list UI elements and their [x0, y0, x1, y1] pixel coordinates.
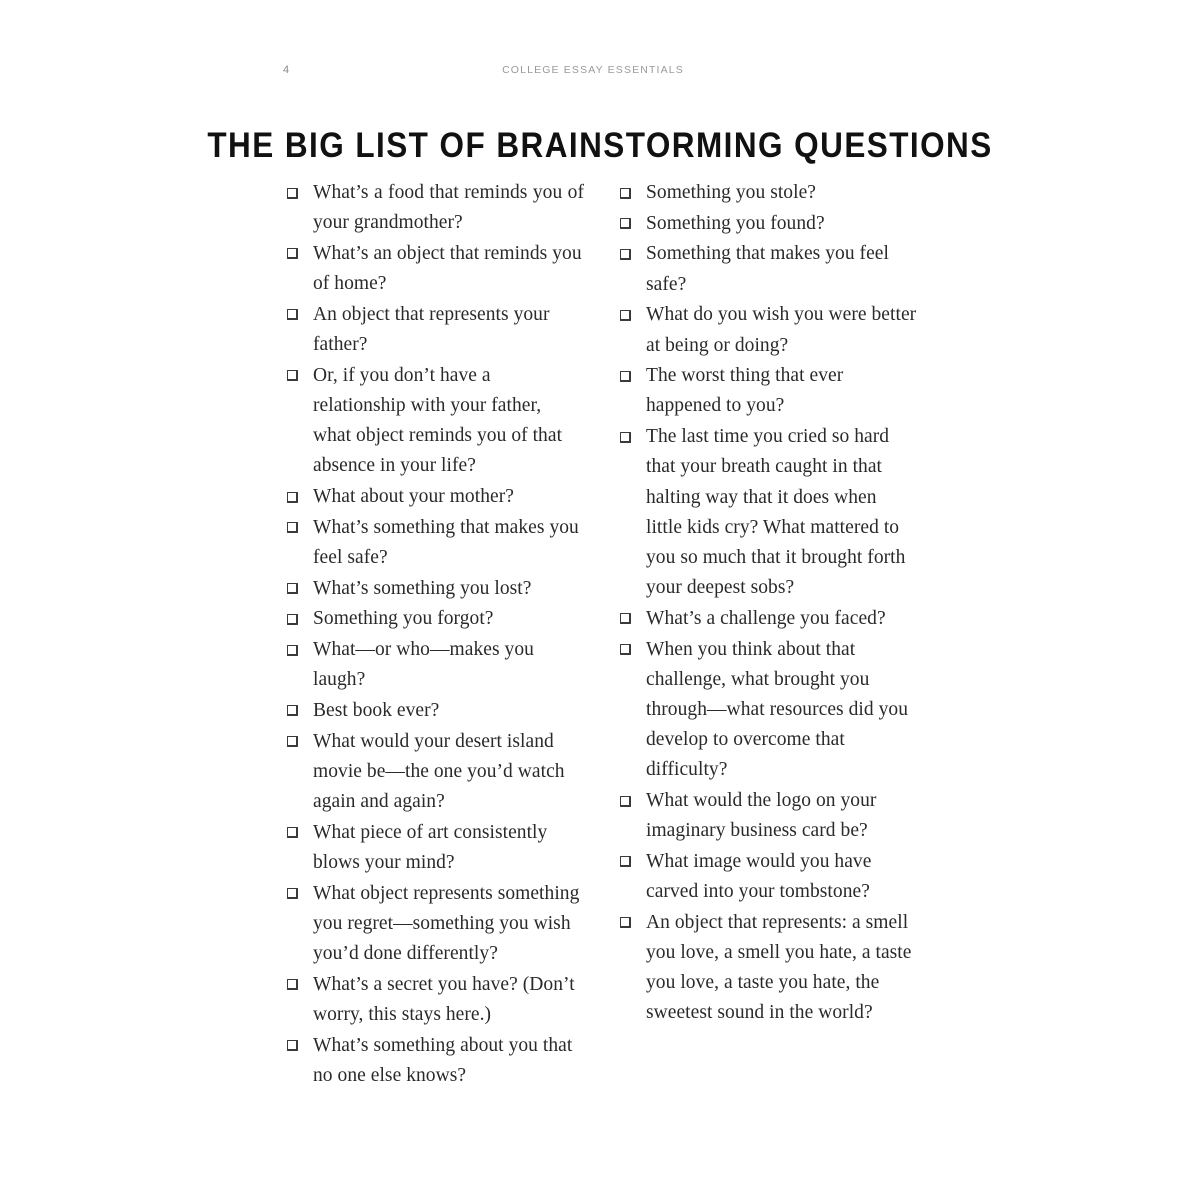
checkbox-icon[interactable] [287, 188, 298, 199]
checkbox-icon[interactable] [287, 492, 298, 503]
question-list-right [616, 178, 917, 1029]
checkbox-icon[interactable] [620, 796, 631, 807]
question-column-right [616, 178, 917, 1128]
question-text: The last time you cried so hard that your breath caught in that halting way that it does when little kids cry? What mattered to you so much that it brought forth your deepest sobs? [646, 426, 906, 599]
checkbox-icon[interactable] [620, 613, 631, 624]
question-item[interactable] [283, 696, 584, 726]
checkbox-icon[interactable] [287, 736, 298, 747]
checkbox-icon[interactable] [287, 827, 298, 838]
question-text: What’s a secret you have? (Don’t worry, this stays here.) [313, 973, 575, 1025]
question-item[interactable] [283, 818, 584, 878]
question-text: Something you found? [646, 212, 825, 234]
checkbox-icon[interactable] [287, 979, 298, 990]
question-text: What image would you have carved into your tombstone? [646, 850, 872, 903]
question-item[interactable] [283, 604, 584, 634]
checkbox-icon[interactable] [287, 583, 298, 594]
question-text: The worst thing that ever happened to you? [646, 365, 844, 417]
question-item[interactable] [283, 178, 584, 238]
checkbox-icon[interactable] [287, 370, 298, 381]
checkbox-icon[interactable] [620, 371, 631, 382]
question-text: What—or who—makes you laugh? [313, 639, 534, 691]
question-item[interactable] [283, 574, 584, 604]
checkbox-icon[interactable] [620, 218, 631, 229]
checkbox-icon[interactable] [620, 249, 631, 260]
checkbox-icon[interactable] [287, 248, 298, 259]
question-item[interactable] [283, 879, 584, 970]
question-item[interactable] [616, 786, 917, 846]
question-text: What’s a challenge you faced? [646, 607, 886, 629]
checkbox-icon[interactable] [287, 309, 298, 320]
question-item[interactable] [616, 178, 917, 208]
question-text: What’s a food that reminds you of your grandmother? [313, 182, 584, 234]
question-item[interactable] [616, 604, 917, 634]
page-number: 4 [283, 64, 290, 76]
question-text: What’s an object that reminds you of home? [313, 242, 582, 295]
question-item[interactable] [616, 209, 917, 239]
question-text: Something that makes you feel safe? [646, 243, 889, 295]
question-item[interactable] [616, 908, 917, 1029]
question-item[interactable] [616, 635, 917, 786]
question-item[interactable] [616, 847, 917, 907]
checkbox-icon[interactable] [287, 645, 298, 656]
question-text: What’s something about you that no one else knows? [313, 1034, 573, 1086]
question-text: An object that represents: a smell you love, a smell you hate, a taste you love, a taste you hate, the sweetest sound in the world? [646, 911, 912, 1024]
question-item[interactable] [283, 1031, 584, 1091]
checkbox-icon[interactable] [287, 705, 298, 716]
question-text: Something you forgot? [313, 608, 494, 630]
checkbox-icon[interactable] [287, 522, 298, 533]
question-item[interactable] [616, 422, 917, 603]
question-text: Best book ever? [313, 699, 440, 721]
checkbox-icon[interactable] [620, 432, 631, 443]
question-column-left [283, 178, 584, 1128]
question-item[interactable] [283, 970, 584, 1030]
question-item[interactable] [616, 239, 917, 299]
question-text: Or, if you don’t have a relationship with your father, what object reminds you of that absence in your life? [313, 364, 563, 477]
running-head [283, 61, 903, 79]
checkbox-icon[interactable] [287, 1040, 298, 1051]
checkbox-icon[interactable] [620, 188, 631, 199]
question-item[interactable] [283, 239, 584, 299]
question-item[interactable] [283, 513, 584, 573]
running-title: COLLEGE ESSAY ESSENTIALS [502, 64, 684, 76]
question-text: What’s something you lost? [313, 577, 532, 599]
checkbox-icon[interactable] [620, 644, 631, 655]
question-text: An object that represents your father? [313, 303, 550, 356]
page-title: THE BIG LIST OF BRAINSTORMING QUESTIONS [207, 126, 993, 166]
question-text: Something you stole? [646, 182, 816, 203]
checkbox-icon[interactable] [620, 917, 631, 928]
question-text: When you think about that challenge, what brought you through—what resources did you develop to overcome that difficulty? [646, 638, 908, 781]
checkbox-icon[interactable] [287, 888, 298, 899]
question-columns [283, 178, 917, 1128]
question-item[interactable] [616, 361, 917, 421]
question-item[interactable] [283, 300, 584, 360]
question-text: What would your desert island movie be—the one you’d watch again and again? [313, 730, 565, 813]
question-item[interactable] [283, 361, 584, 482]
question-text: What piece of art consistently blows your mind? [313, 821, 548, 873]
question-text: What do you wish you were better at being or doing? [646, 304, 917, 356]
question-item[interactable] [283, 727, 584, 818]
question-item[interactable] [616, 300, 917, 360]
checkbox-icon[interactable] [620, 856, 631, 867]
question-list-left [283, 178, 584, 1091]
question-text: What’s something that makes you feel safe? [313, 516, 579, 568]
question-item[interactable] [283, 635, 584, 695]
checkbox-icon[interactable] [620, 310, 631, 321]
checkbox-icon[interactable] [287, 614, 298, 625]
question-text: What would the logo on your imaginary business card be? [646, 790, 877, 842]
question-item[interactable] [283, 482, 584, 512]
question-text: What about your mother? [313, 486, 514, 508]
question-text: What object represents something you regret—something you wish you’d done differently? [313, 882, 580, 965]
